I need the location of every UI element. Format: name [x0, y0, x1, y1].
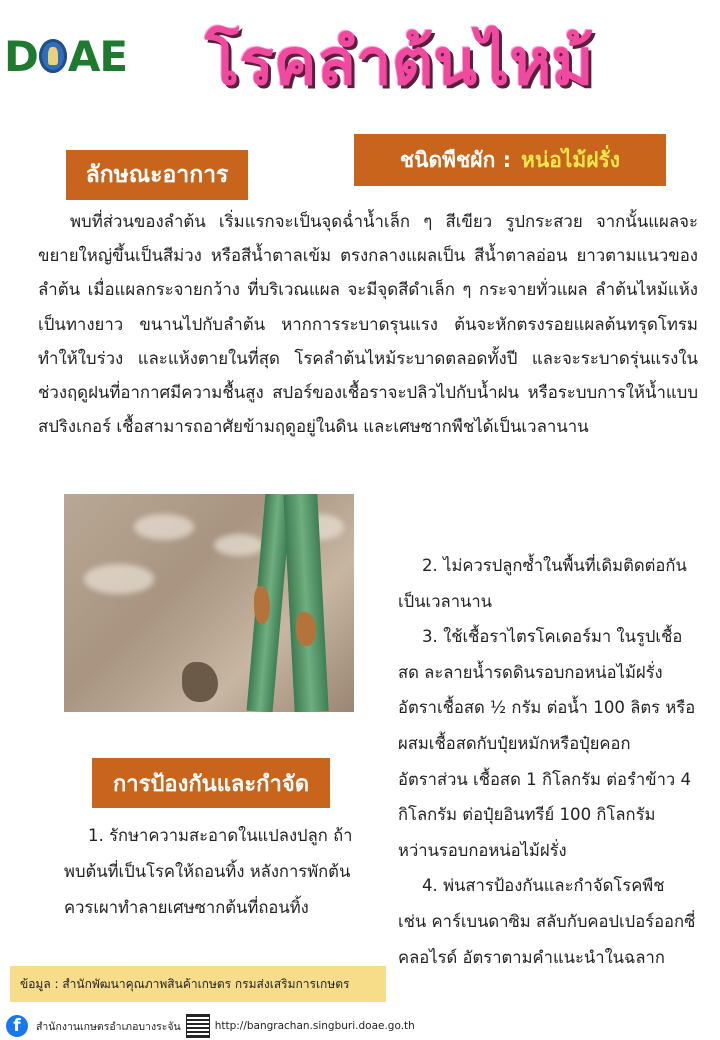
page-title: โรคลำต้นไหม้	[205, 26, 594, 100]
symptoms-heading: ลักษณะอาการ	[66, 150, 248, 200]
plant-type-banner	[354, 134, 666, 186]
office-name: สำนักงานเกษตรอำเภอบางระจัน	[36, 1020, 181, 1033]
prevention-item: 2. ไม่ควรปลูกซ้ำในพื้นที่เดิมติดต่อกันเป็นเวลานาน	[398, 556, 687, 611]
qr-code-icon	[187, 1015, 209, 1037]
prevention-item: 1. รักษาความสะอาดในแปลงปลูก ถ้าพบต้นที่เป็นโรคให้ถอนทิ้ง หลังการพักต้นควรเผาทำลายเศษซากต้นที่ถอนทิ้ง	[64, 826, 353, 917]
doae-logo: D AE	[4, 31, 128, 81]
prevention-item: 3. ใช้เชื้อราไตรโคเดอร์มา ในรูปเชื้อสด ละลายน้ำรดดินรอบกอหน่อไม้ฝรั่ง อัตราเชื้อสด ½ กรัม ต่อน้ำ 100 ลิตร หรือผสมเชื้อสดกับปุ๋ยหมักหรือปุ๋ยคอก อัตราส่วน เชื้อสด 1 กิโลกรัม ต่อรำข้าว 4 กิโลกรัม ต่อปุ๋ยอินทรีย์ 100 กิโลกรัม หว่านรอบกอหน่อไม้ฝรั่ง	[398, 627, 696, 860]
seal-icon	[39, 39, 67, 73]
prevention-list-left	[64, 818, 364, 926]
footer	[0, 1012, 720, 1040]
prevention-list-right	[398, 548, 698, 975]
plant-type-name: หน่อไม้ฝรั่ง	[521, 147, 621, 172]
plant-type-label: ชนิดพืชผัก :	[399, 147, 511, 172]
source-note: ข้อมูล : สำนักพัฒนาคุณภาพสินค้าเกษตร กรมส่งเสริมการเกษตร	[10, 966, 386, 1002]
prevention-item: 4. พ่นสารป้องกันและกำจัดโรคพืช เช่น คาร์เบนดาซิม สลับกับคอปเปอร์ออกซี่คลอไรด์ อัตราตามคำแนะนำในฉลาก	[398, 876, 696, 967]
asparagus-stem-photo	[64, 494, 354, 712]
symptoms-text: พบที่ส่วนของลำต้น เริ่มแรกจะเป็นจุดฉ่ำน้ำเล็ก ๆ สีเขียว รูปกระสวย จากนั้นแผลจะขยายใหญ่ขึ้นเป็นสีม่วง หรือสีน้ำตาลเข้ม ตรงกลางแผลเป็น สีน้ำตาลอ่อน ยาวตามแนวของลำต้น เมื่อแผลกระจายกว้าง ที่บริเวณแผล จะมีจุดสีดำเล็ก ๆ กระจายทั่วแผล ลำต้นไหม้แห้งเป็นทางยาว ขนานไปกับลำต้น หากการระบาดรุนแรง ต้นจะหักตรงรอยแผลต้นทรุดโทรม ทำให้ใบร่วง และแห้งตายในที่สุด โรคลำต้นไหม้ระบาดตลอดทั้งปี และจะระบาดรุ่นแรงในช่วงฤดูฝนที่อากาศมีความชื้นสูง สปอร์ของเชื้อราจะปลิวไปกับน้ำฝน หรือระบบการให้น้ำแบบสปริงเกอร์ เชื้อสามารถอาศัยข้ามฤดูอยู่ในดิน และเศษซากพืชได้เป็นเวลานาน	[38, 211, 698, 437]
prevention-heading: การป้องกันและกำจัด	[92, 758, 330, 808]
website-link[interactable]: http://bangrachan.singburi.doae.go.th	[214, 1020, 415, 1032]
facebook-icon[interactable]: f	[6, 1015, 28, 1037]
